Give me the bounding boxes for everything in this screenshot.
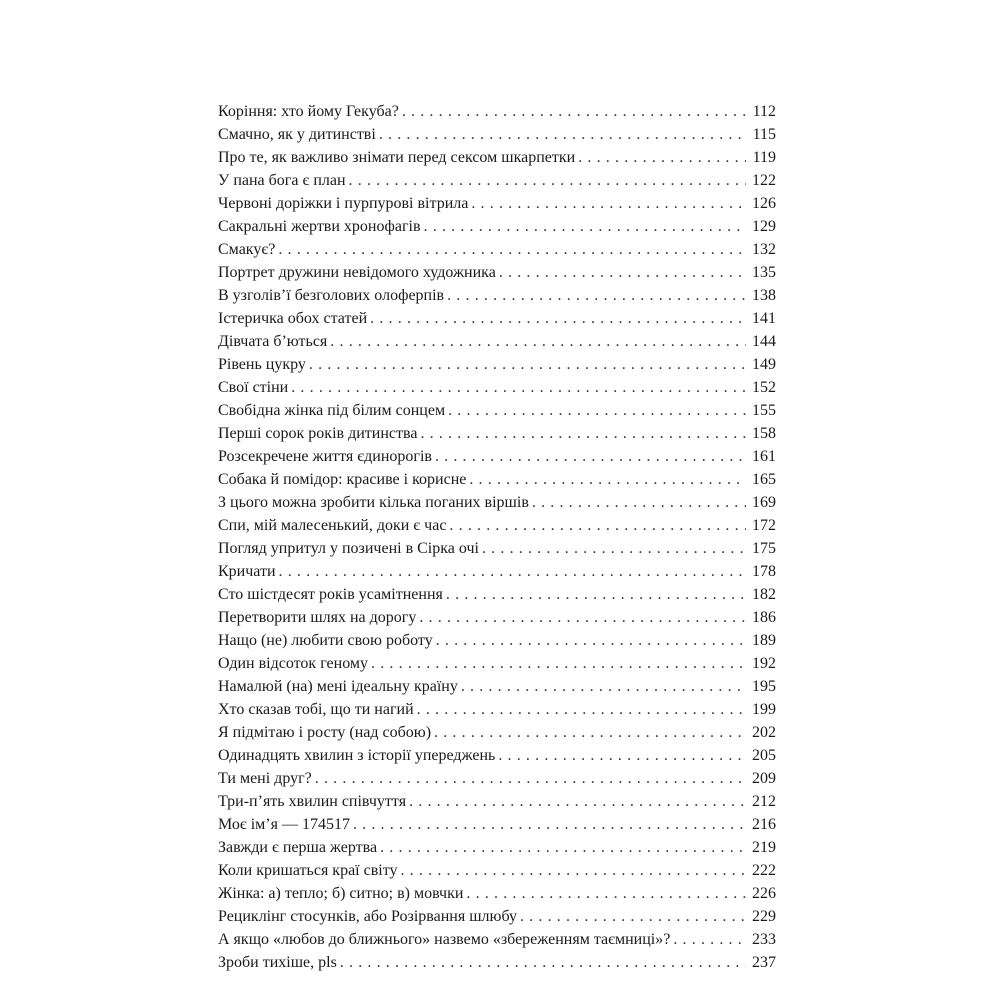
dot-leader: [498, 744, 746, 767]
toc-entry: [218, 192, 776, 215]
toc-entry-title: Сто шістдесят років усамітнення: [218, 586, 443, 603]
toc-entry: [218, 767, 776, 790]
toc-entry-page-number: 229: [752, 908, 776, 925]
dot-leader: [330, 330, 746, 353]
toc-entry-page-number: 195: [752, 678, 776, 695]
toc-entry-title: Істеричка обох статей: [218, 310, 368, 327]
dot-leader: [419, 606, 746, 629]
toc-entry-page-number: 115: [752, 126, 776, 143]
toc-entry-title: Кричати: [218, 563, 276, 580]
toc-entry-title: Червоні доріжки і пурпурові вітрила: [218, 195, 469, 212]
toc-entry: [218, 836, 776, 859]
dot-leader: [448, 399, 746, 422]
dot-leader: [315, 767, 746, 790]
toc-entry: [218, 905, 776, 928]
toc-entry-title: Дівчата б’ються: [218, 333, 328, 350]
dot-leader: [449, 514, 746, 537]
toc-entry: [218, 583, 776, 606]
dot-leader: [380, 836, 746, 859]
toc-entry-title: Перетворити шлях на дорогу: [218, 609, 417, 626]
dot-leader: [673, 928, 746, 951]
toc-entry-title: Коли кришаться краї світу: [218, 862, 398, 879]
toc-entry-page-number: 222: [752, 862, 776, 879]
toc-entry-page-number: 205: [752, 747, 776, 764]
toc-entry-title: Намалюй (на) мені ідеальну країну: [218, 678, 458, 695]
dot-leader: [370, 307, 746, 330]
dot-leader: [434, 721, 746, 744]
toc-entry-title: Я підмітаю і росту (над собою): [218, 724, 432, 741]
toc-entry-page-number: 149: [752, 356, 776, 373]
toc-entry: [218, 652, 776, 675]
toc-entry-page-number: 144: [752, 333, 776, 350]
toc-entry-title: Перші сорок років дитинства: [218, 425, 418, 442]
dot-leader: [466, 882, 746, 905]
dot-leader: [520, 905, 746, 928]
toc-entry-page-number: 189: [752, 632, 776, 649]
toc-entry-title: Спи, мій малесенький, доки є час: [218, 517, 447, 534]
dot-leader: [279, 560, 746, 583]
toc-entry: [218, 882, 776, 905]
toc-entry: [218, 514, 776, 537]
toc-entry-page-number: 158: [752, 425, 776, 442]
toc-entry-page-number: 122: [752, 172, 776, 189]
toc-entry: [218, 790, 776, 813]
toc-entry-title: Моє ім’я — 174517: [218, 816, 350, 833]
toc-entry-page-number: 216: [752, 816, 776, 833]
toc-entry-title: Портрет дружини невідомого художника: [218, 264, 496, 281]
dot-leader: [309, 353, 746, 376]
toc-entry-title: Ти мені друг?: [218, 770, 312, 787]
toc-entry-title: Сакральні жертви хронофагів: [218, 218, 421, 235]
toc-entry-page-number: 169: [752, 494, 776, 511]
dot-leader: [436, 629, 746, 652]
dot-leader: [435, 445, 746, 468]
toc-entry-title: З цього можна зробити кілька поганих віршів: [218, 494, 529, 511]
dot-leader: [578, 146, 746, 169]
toc-entry-title: Нащо (не) любити свою роботу: [218, 632, 433, 649]
toc-entry: [218, 698, 776, 721]
toc-entry-page-number: 199: [752, 701, 776, 718]
toc-entry-title: У пана бога є план: [218, 172, 346, 189]
toc-entry: [218, 468, 776, 491]
toc-entry: [218, 859, 776, 882]
toc-entry-title: Одинадцять хвилин з історії упереджень: [218, 747, 496, 764]
toc-entry-page-number: 233: [752, 931, 776, 948]
toc-entry: [218, 491, 776, 514]
toc-entry-page-number: 209: [752, 770, 776, 787]
toc-entry-page-number: 138: [752, 287, 776, 304]
toc-entry: [218, 215, 776, 238]
toc-entry-title: Три-п’ять хвилин співчуття: [218, 793, 407, 810]
toc-entry-page-number: 202: [752, 724, 776, 741]
toc-entry: [218, 744, 776, 767]
dot-leader: [340, 951, 746, 974]
dot-leader: [424, 215, 746, 238]
toc-entry-page-number: 161: [752, 448, 776, 465]
toc-entry-page-number: 212: [752, 793, 776, 810]
toc-entry: [218, 399, 776, 422]
toc-entry: [218, 951, 776, 974]
dot-leader: [461, 675, 746, 698]
toc-entry-title: Погляд упритул у позичені в Сірка очі: [218, 540, 479, 557]
toc-entry-page-number: 141: [752, 310, 776, 327]
toc-entry: [218, 376, 776, 399]
toc-entry: [218, 123, 776, 146]
toc-entry-title: Смачно, як у дитинстві: [218, 126, 376, 143]
toc-entry: [218, 675, 776, 698]
toc-entry: [218, 537, 776, 560]
dot-leader: [371, 652, 746, 675]
toc-entry-page-number: 226: [752, 885, 776, 902]
toc-entry: [218, 813, 776, 836]
dot-leader: [349, 169, 746, 192]
toc-entry-page-number: 237: [752, 954, 776, 971]
table-of-contents: [218, 100, 776, 974]
toc-entry-page-number: 126: [752, 195, 776, 212]
toc-entry-page-number: 186: [752, 609, 776, 626]
toc-entry-title: Жінка: а) тепло; б) ситно; в) мовчки: [218, 885, 464, 902]
toc-entry-title: Смакує?: [218, 241, 276, 258]
toc-entry-page-number: 129: [752, 218, 776, 235]
toc-entry-title: Розсекречене життя єдинорогів: [218, 448, 432, 465]
toc-entry-title: А якщо «любов до ближнього» назвемо «збереженням таємниці»?: [218, 931, 671, 948]
dot-leader: [469, 468, 746, 491]
toc-entry-page-number: 182: [752, 586, 776, 603]
toc-entry-title: Про те, як важливо знімати перед сексом шкарпетки: [218, 149, 576, 166]
toc-entry: [218, 721, 776, 744]
toc-entry-title: Коріння: хто йому Гекуба?: [218, 103, 399, 120]
dot-leader: [420, 422, 746, 445]
toc-entry-title: Завжди є перша жертва: [218, 839, 378, 856]
toc-entry: [218, 238, 776, 261]
toc-entry-page-number: 165: [752, 471, 776, 488]
toc-entry-page-number: 178: [752, 563, 776, 580]
toc-entry-title: В узголів’ї безголових олоферпів: [218, 287, 445, 304]
dot-leader: [471, 192, 746, 215]
toc-entry: [218, 422, 776, 445]
dot-leader: [278, 238, 746, 261]
toc-entry-title: Свої стіни: [218, 379, 289, 396]
toc-entry: [218, 307, 776, 330]
dot-leader: [353, 813, 746, 836]
toc-entry-page-number: 152: [752, 379, 776, 396]
toc-entry: [218, 606, 776, 629]
dot-leader: [446, 583, 746, 606]
toc-entry-page-number: 175: [752, 540, 776, 557]
toc-entry-page-number: 155: [752, 402, 776, 419]
toc-entry: [218, 560, 776, 583]
toc-entry: [218, 261, 776, 284]
toc-entry-page-number: 172: [752, 517, 776, 534]
dot-leader: [379, 123, 746, 146]
dot-leader: [402, 100, 746, 123]
toc-entry: [218, 629, 776, 652]
dot-leader: [417, 698, 746, 721]
dot-leader: [401, 859, 746, 882]
toc-entry-title: Рівень цукру: [218, 356, 306, 373]
toc-entry-title: Зроби тихіше, pls: [218, 954, 337, 971]
toc-entry: [218, 445, 776, 468]
dot-leader: [409, 790, 746, 813]
toc-entry: [218, 146, 776, 169]
dot-leader: [291, 376, 746, 399]
toc-entry-page-number: 135: [752, 264, 776, 281]
toc-entry-page-number: 112: [752, 103, 776, 120]
dot-leader: [499, 261, 746, 284]
toc-entry-title: Хто сказав тобі, що ти нагий: [218, 701, 414, 718]
dot-leader: [532, 491, 746, 514]
toc-entry-page-number: 119: [752, 149, 776, 166]
toc-entry-page-number: 132: [752, 241, 776, 258]
toc-entry: [218, 928, 776, 951]
toc-entry: [218, 330, 776, 353]
toc-entry: [218, 284, 776, 307]
dot-leader: [447, 284, 746, 307]
dot-leader: [482, 537, 746, 560]
toc-entry: [218, 169, 776, 192]
toc-entry-title: Один відсоток геному: [218, 655, 369, 672]
toc-entry: [218, 353, 776, 376]
toc-entry-page-number: 219: [752, 839, 776, 856]
toc-entry-page-number: 192: [752, 655, 776, 672]
toc-entry-title: Рециклінг стосунків, або Розірвання шлюбу: [218, 908, 517, 925]
toc-entry-title: Свобідна жінка під білим сонцем: [218, 402, 446, 419]
toc-entry: [218, 100, 776, 123]
toc-entry-title: Собака й помідор: красиве і корисне: [218, 471, 467, 488]
